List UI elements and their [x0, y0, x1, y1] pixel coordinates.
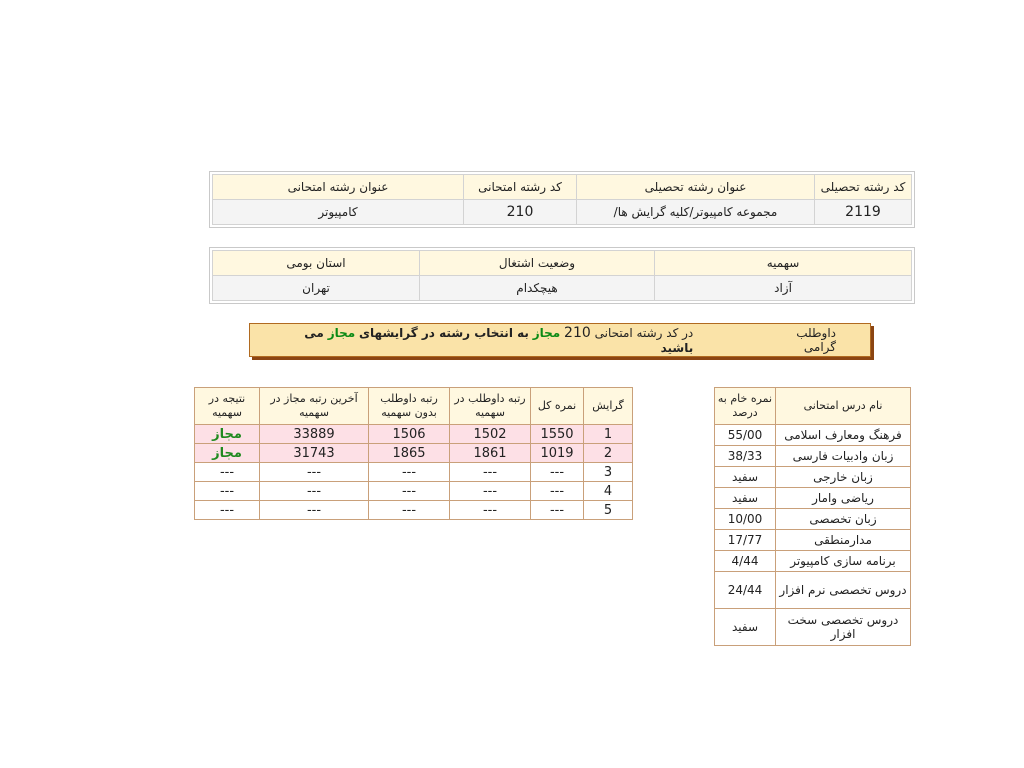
cell-rank-in-quota: 1502 [450, 425, 531, 444]
cell-course-name: فرهنگ ومعارف اسلامی [776, 425, 911, 446]
header-total-score: نمره کل [531, 388, 584, 425]
cell-quota-result: --- [195, 501, 260, 520]
cell-orientation: 4 [584, 482, 633, 501]
scores-table [714, 387, 911, 646]
table-row [195, 482, 633, 501]
cell-raw-score: 24/44 [715, 572, 776, 609]
cell-raw-score: سفید [715, 609, 776, 646]
field-code-value: 2119 [815, 200, 912, 225]
cell-course-name: برنامه سازی کامپیوتر [776, 551, 911, 572]
cell-course-name: زبان خارجی [776, 467, 911, 488]
table-row [715, 509, 911, 530]
header-rank-no-quota: رتبه داوطلب بدون سهمیه [369, 388, 450, 425]
cell-raw-score: 17/77 [715, 530, 776, 551]
field-title-value: مجموعه کامپیوتر/کلیه گرایش ها/ [577, 200, 815, 225]
table-row [195, 425, 633, 444]
table-row [195, 463, 633, 482]
cell-course-name: مدارمنطقی [776, 530, 911, 551]
table-row [715, 467, 911, 488]
quota-info-table [212, 250, 912, 301]
quota-value-row [213, 276, 912, 301]
cell-last-allowed-rank: 33889 [260, 425, 369, 444]
notice-allowed-2: مجاز [327, 326, 356, 340]
header-rank-in-quota: رتبه داوطلب در سهمیه [450, 388, 531, 425]
cell-raw-score: 4/44 [715, 551, 776, 572]
table-row [195, 444, 633, 463]
notice-text-part-2: به انتخاب رشته در گرایشهای [359, 326, 529, 340]
cell-quota-result: مجاز [195, 425, 260, 444]
results-header-row [195, 388, 633, 425]
cell-raw-score: 38/33 [715, 446, 776, 467]
cell-raw-score: 55/00 [715, 425, 776, 446]
quota-header-row [213, 251, 912, 276]
header-quota-result: نتیجه در سهمیه [195, 388, 260, 425]
cell-total-score: --- [531, 482, 584, 501]
province-value: تهران [213, 276, 420, 301]
header-field-title: عنوان رشته تحصیلی [577, 175, 815, 200]
cell-quota-result: مجاز [195, 444, 260, 463]
cell-course-name: ریاضی وامار [776, 488, 911, 509]
cell-orientation: 3 [584, 463, 633, 482]
table-row [715, 551, 911, 572]
cell-last-allowed-rank: --- [260, 482, 369, 501]
cell-rank-in-quota: --- [450, 501, 531, 520]
table-row [715, 425, 911, 446]
header-field-code: کد رشته تحصیلی [815, 175, 912, 200]
header-quota: سهمیه [655, 251, 912, 276]
employment-value: هیچکدام [420, 276, 655, 301]
cell-total-score: 1019 [531, 444, 584, 463]
notice-text-part-3: می باشید [304, 326, 694, 355]
results-table [194, 387, 633, 520]
cell-total-score: --- [531, 501, 584, 520]
cell-orientation: 5 [584, 501, 633, 520]
table-row [715, 530, 911, 551]
cell-last-allowed-rank: --- [260, 501, 369, 520]
cell-orientation: 2 [584, 444, 633, 463]
cell-raw-score: سفید [715, 488, 776, 509]
field-info-header-row [213, 175, 912, 200]
table-row [715, 446, 911, 467]
result-notice-banner [249, 323, 871, 357]
header-province: استان بومی [213, 251, 420, 276]
notice-text-part-1: در کد رشته امتحانی [594, 326, 694, 340]
cell-raw-score: 10/00 [715, 509, 776, 530]
exam-title-value: کامپیوتر [213, 200, 464, 225]
header-course-name: نام درس امتحانی [776, 388, 911, 425]
cell-course-name: زبان تخصصی [776, 509, 911, 530]
cell-rank-no-quota: 1506 [369, 425, 450, 444]
notice-allowed-1: مجاز [532, 326, 561, 340]
notice-salutation: داوطلب گرامی [796, 326, 836, 354]
cell-last-allowed-rank: 31743 [260, 444, 369, 463]
field-info-panel [209, 171, 915, 228]
cell-course-name: زبان وادبیات فارسی [776, 446, 911, 467]
cell-rank-no-quota: --- [369, 482, 450, 501]
exam-code-value: 210 [464, 200, 577, 225]
header-employment: وضعیت اشتغال [420, 251, 655, 276]
header-exam-title: عنوان رشته امتحانی [213, 175, 464, 200]
field-info-value-row [213, 200, 912, 225]
cell-last-allowed-rank: --- [260, 463, 369, 482]
field-info-table [212, 174, 912, 225]
cell-orientation: 1 [584, 425, 633, 444]
notice-exam-code: 210 [564, 325, 591, 341]
cell-total-score: --- [531, 463, 584, 482]
cell-rank-no-quota: --- [369, 463, 450, 482]
quota-info-panel [209, 247, 915, 304]
table-row [715, 609, 911, 646]
header-exam-code: کد رشته امتحانی [464, 175, 577, 200]
cell-rank-in-quota: --- [450, 463, 531, 482]
cell-quota-result: --- [195, 482, 260, 501]
header-raw-score: نمره خام به درصد [715, 388, 776, 425]
cell-total-score: 1550 [531, 425, 584, 444]
scores-header-row [715, 388, 911, 425]
header-last-allowed-rank: آخرین رتبه مجاز در سهمیه [260, 388, 369, 425]
cell-rank-no-quota: --- [369, 501, 450, 520]
cell-course-name: دروس تخصصی سخت افزار [776, 609, 911, 646]
table-row [195, 501, 633, 520]
cell-rank-in-quota: --- [450, 482, 531, 501]
cell-rank-in-quota: 1861 [450, 444, 531, 463]
table-row [715, 488, 911, 509]
quota-value: آزاد [655, 276, 912, 301]
cell-raw-score: سفید [715, 467, 776, 488]
cell-course-name: دروس تخصصی نرم افزار [776, 572, 911, 609]
notice-text [284, 325, 693, 355]
header-orientation: گرایش [584, 388, 633, 425]
table-row [715, 572, 911, 609]
cell-quota-result: --- [195, 463, 260, 482]
cell-rank-no-quota: 1865 [369, 444, 450, 463]
